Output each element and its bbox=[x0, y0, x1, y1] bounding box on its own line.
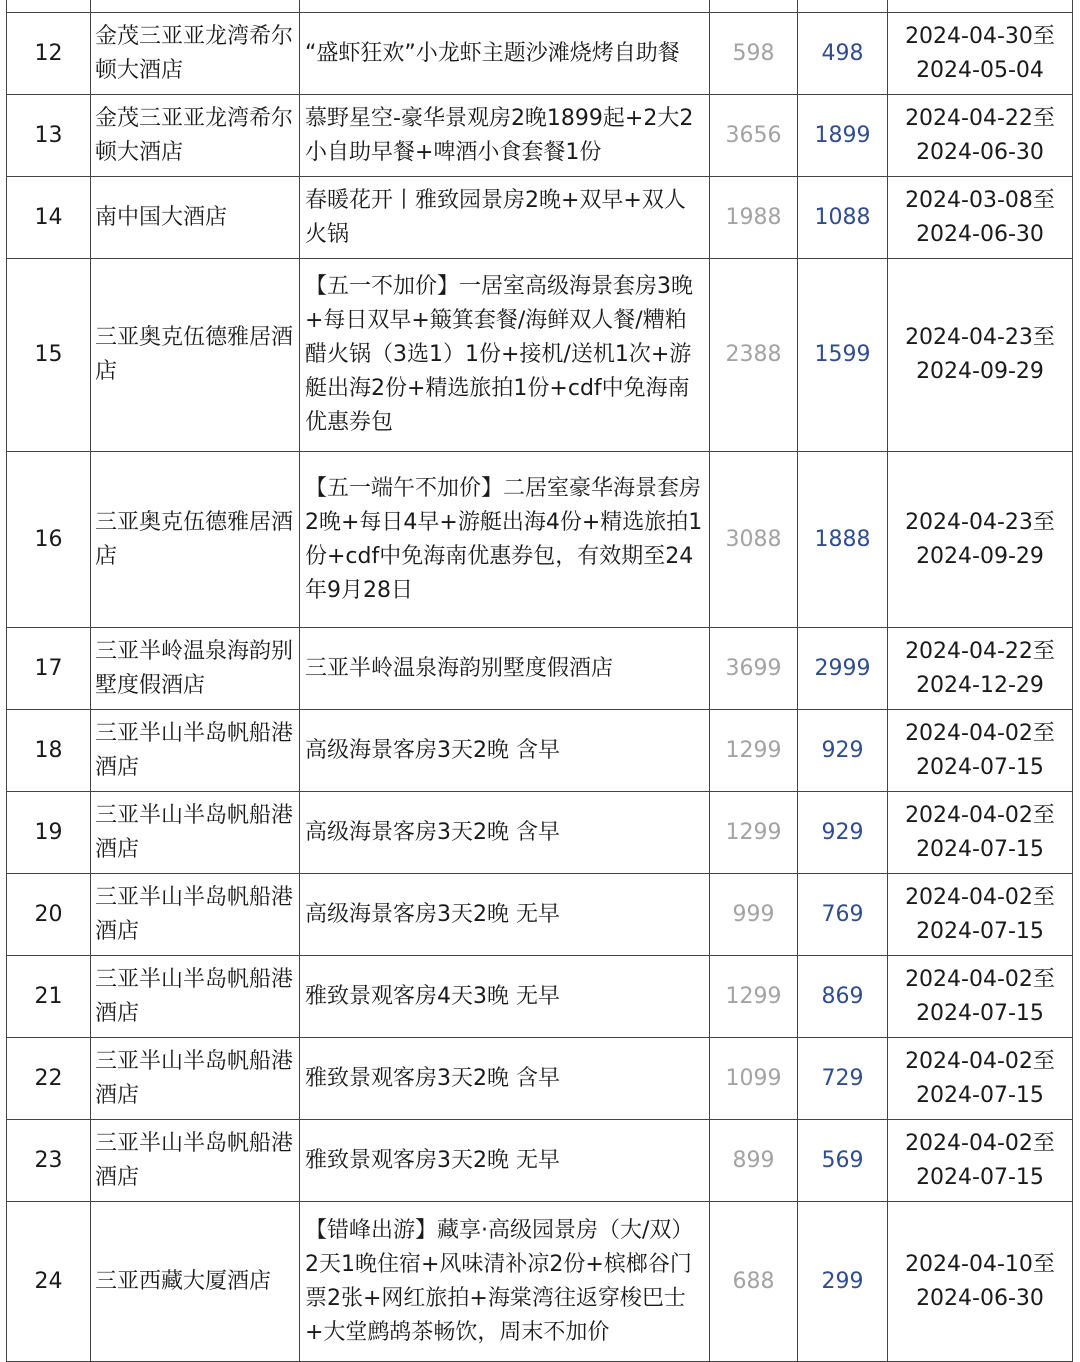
package-description: 【五一端午不加价】二居室豪华海景套房2晚+每日4早+游艇出海4份+精选旅拍1份+cdf中免海南优惠券包，有效期至24年9月28日 bbox=[300, 452, 710, 628]
hotel-name: 三亚半山半岛帆船港酒店 bbox=[91, 874, 300, 956]
hotel-name: 三亚半山半岛帆船港酒店 bbox=[91, 792, 300, 874]
row-number: 22 bbox=[7, 1038, 91, 1120]
sale-price: 729 bbox=[798, 1038, 888, 1120]
validity-period bbox=[888, 710, 1073, 792]
original-price: 899 bbox=[710, 1120, 798, 1202]
sale-price: 929 bbox=[798, 792, 888, 874]
validity-period bbox=[888, 177, 1073, 259]
hotel-name: 三亚奥克伍德雅居酒店 bbox=[91, 259, 300, 452]
date-start: 2024-04-02至 bbox=[905, 720, 1055, 746]
validity-period bbox=[888, 628, 1073, 710]
sale-price: 929 bbox=[798, 710, 888, 792]
hotel-name: 金茂三亚亚龙湾希尔顿大酒店 bbox=[91, 95, 300, 177]
hotel-name: 三亚半岭温泉海韵别墅度假酒店 bbox=[91, 628, 300, 710]
date-end: 2024-12-29 bbox=[916, 672, 1044, 698]
date-end: 2024-06-30 bbox=[916, 1285, 1044, 1311]
date-end: 2024-07-15 bbox=[916, 1082, 1044, 1108]
row-number: 15 bbox=[7, 259, 91, 452]
package-description: 【五一不加价】一居室高级海景套房3晚+每日双早+簸箕套餐/海鲜双人餐/糟粕醋火锅（3选1）1份+接机/送机1次+游艇出海2份+精选旅拍1份+cdf中免海南优惠券包 bbox=[300, 259, 710, 452]
row-number: 16 bbox=[7, 452, 91, 628]
date-start: 2024-04-23至 bbox=[905, 509, 1055, 535]
original-price: 999 bbox=[710, 874, 798, 956]
table-row bbox=[7, 874, 1073, 956]
table-row bbox=[7, 1038, 1073, 1120]
package-description: 【错峰出游】藏享·高级园景房（大/双）2天1晚住宿+风味清补凉2份+槟榔谷门票2张+网红旅拍+海棠湾往返穿梭巴士+大堂鹧鸪茶畅饮，周末不加价 bbox=[300, 1202, 710, 1362]
package-description: 高级海景客房3天2晚 含早 bbox=[300, 710, 710, 792]
package-description: 雅致景观客房3天2晚 含早 bbox=[300, 1038, 710, 1120]
row-number: 14 bbox=[7, 177, 91, 259]
validity-period bbox=[888, 1120, 1073, 1202]
date-end: 2024-06-30 bbox=[916, 221, 1044, 247]
validity-period bbox=[888, 956, 1073, 1038]
table-top-strip bbox=[7, 0, 1073, 13]
row-number: 17 bbox=[7, 628, 91, 710]
table-row bbox=[7, 1202, 1073, 1362]
original-price: 1299 bbox=[710, 792, 798, 874]
date-end: 2024-05-04 bbox=[916, 57, 1044, 83]
sale-price: 1888 bbox=[798, 452, 888, 628]
date-end: 2024-09-29 bbox=[916, 543, 1044, 569]
hotel-name: 三亚半山半岛帆船港酒店 bbox=[91, 956, 300, 1038]
validity-period bbox=[888, 1202, 1073, 1362]
original-price: 1299 bbox=[710, 710, 798, 792]
validity-period bbox=[888, 792, 1073, 874]
table-row bbox=[7, 177, 1073, 259]
package-description: 慕野星空-豪华景观房2晚1899起+2大2小自助早餐+啤酒小食套餐1份 bbox=[300, 95, 710, 177]
table-row bbox=[7, 1120, 1073, 1202]
package-description: 高级海景客房3天2晚 无早 bbox=[300, 874, 710, 956]
date-start: 2024-04-10至 bbox=[905, 1251, 1055, 1277]
original-price: 1988 bbox=[710, 177, 798, 259]
row-number: 20 bbox=[7, 874, 91, 956]
date-end: 2024-07-15 bbox=[916, 1164, 1044, 1190]
date-start: 2024-04-23至 bbox=[905, 325, 1055, 350]
validity-period bbox=[888, 1038, 1073, 1120]
validity-period bbox=[888, 874, 1073, 956]
hotel-name: 三亚半山半岛帆船港酒店 bbox=[91, 710, 300, 792]
date-start: 2024-04-22至 bbox=[905, 638, 1055, 664]
hotel-name: 南中国大酒店 bbox=[91, 177, 300, 259]
row-number: 12 bbox=[7, 13, 91, 95]
original-price: 598 bbox=[710, 13, 798, 95]
date-start: 2024-04-02至 bbox=[905, 802, 1055, 828]
date-end: 2024-07-15 bbox=[916, 754, 1044, 780]
date-start: 2024-04-02至 bbox=[905, 966, 1055, 992]
validity-period bbox=[888, 259, 1073, 452]
date-start: 2024-03-08至 bbox=[905, 187, 1055, 213]
date-start: 2024-04-02至 bbox=[905, 1048, 1055, 1074]
original-price: 2388 bbox=[710, 259, 798, 452]
table-row bbox=[7, 13, 1073, 95]
hotel-name: 三亚半山半岛帆船港酒店 bbox=[91, 1038, 300, 1120]
date-start: 2024-04-02至 bbox=[905, 1130, 1055, 1156]
promotion-table bbox=[6, 0, 1073, 1362]
sale-price: 569 bbox=[798, 1120, 888, 1202]
original-price: 1099 bbox=[710, 1038, 798, 1120]
original-price: 3088 bbox=[710, 452, 798, 628]
sale-price: 1088 bbox=[798, 177, 888, 259]
original-price: 688 bbox=[710, 1202, 798, 1362]
original-price: 3699 bbox=[710, 628, 798, 710]
row-number: 13 bbox=[7, 95, 91, 177]
package-description: 高级海景客房3天2晚 含早 bbox=[300, 792, 710, 874]
table-row bbox=[7, 792, 1073, 874]
sale-price: 299 bbox=[798, 1202, 888, 1362]
sale-price: 769 bbox=[798, 874, 888, 956]
hotel-name: 三亚奥克伍德雅居酒店 bbox=[91, 452, 300, 628]
row-number: 23 bbox=[7, 1120, 91, 1202]
original-price: 3656 bbox=[710, 95, 798, 177]
hotel-name: 金茂三亚亚龙湾希尔顿大酒店 bbox=[91, 13, 300, 95]
hotel-name: 三亚西藏大厦酒店 bbox=[91, 1202, 300, 1362]
validity-period bbox=[888, 13, 1073, 95]
sale-price: 1599 bbox=[798, 259, 888, 452]
table-row bbox=[7, 628, 1073, 710]
date-start: 2024-04-30至 bbox=[905, 23, 1055, 49]
row-number: 24 bbox=[7, 1202, 91, 1362]
date-end: 2024-07-15 bbox=[916, 836, 1044, 862]
sale-price: 498 bbox=[798, 13, 888, 95]
date-end: 2024-09-29 bbox=[916, 359, 1044, 384]
row-number: 19 bbox=[7, 792, 91, 874]
date-end: 2024-06-30 bbox=[916, 139, 1044, 165]
hotel-name: 三亚半山半岛帆船港酒店 bbox=[91, 1120, 300, 1202]
validity-period bbox=[888, 95, 1073, 177]
package-description: 三亚半岭温泉海韵别墅度假酒店 bbox=[300, 628, 710, 710]
table-row bbox=[7, 452, 1073, 628]
table-row bbox=[7, 95, 1073, 177]
package-description: 雅致景观客房3天2晚 无早 bbox=[300, 1120, 710, 1202]
package-description: 雅致景观客房4天3晚 无早 bbox=[300, 956, 710, 1038]
date-start: 2024-04-22至 bbox=[905, 105, 1055, 131]
row-number: 18 bbox=[7, 710, 91, 792]
row-number: 21 bbox=[7, 956, 91, 1038]
date-start: 2024-04-02至 bbox=[905, 884, 1055, 910]
table-row bbox=[7, 710, 1073, 792]
package-description: “盛虾狂欢”小龙虾主题沙滩烧烤自助餐 bbox=[300, 13, 710, 95]
table-row bbox=[7, 956, 1073, 1038]
sale-price: 2999 bbox=[798, 628, 888, 710]
date-end: 2024-07-15 bbox=[916, 918, 1044, 944]
date-end: 2024-07-15 bbox=[916, 1000, 1044, 1026]
validity-period bbox=[888, 452, 1073, 628]
sale-price: 869 bbox=[798, 956, 888, 1038]
table-row bbox=[7, 259, 1073, 452]
package-description: 春暖花开丨雅致园景房2晚+双早+双人火锅 bbox=[300, 177, 710, 259]
original-price: 1299 bbox=[710, 956, 798, 1038]
sale-price: 1899 bbox=[798, 95, 888, 177]
